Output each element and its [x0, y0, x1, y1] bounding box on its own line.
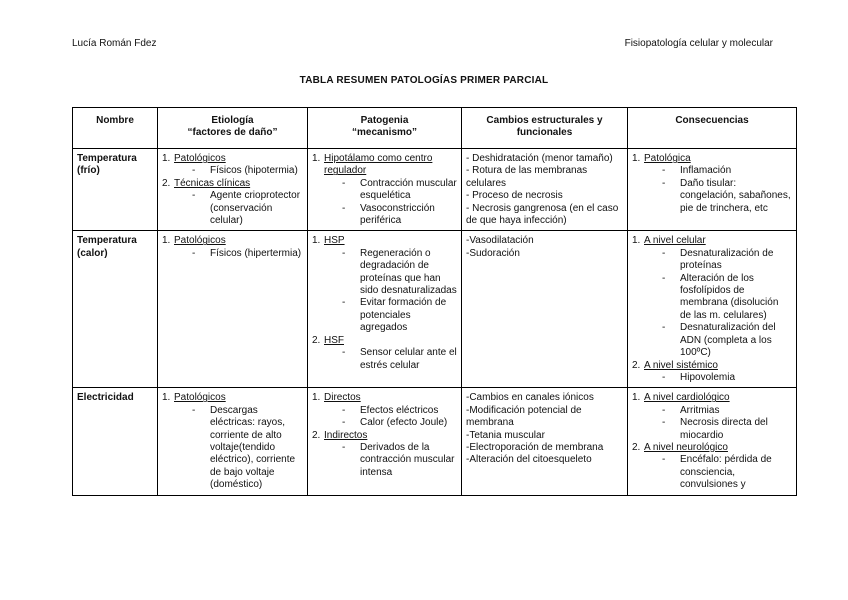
cell-patogenia — [308, 149, 462, 231]
row-name-line: Electricidad — [77, 392, 134, 404]
numbered-list — [162, 153, 303, 227]
numbered-list — [312, 153, 457, 227]
dash-list — [174, 165, 303, 177]
dash-list — [324, 248, 457, 335]
cell-patogenia — [308, 388, 462, 495]
row-name-line: (calor) — [77, 247, 108, 259]
list-item — [632, 360, 792, 385]
list-item — [162, 153, 303, 178]
dash-item: - Arritmias — [644, 405, 792, 417]
dash-item: - Contracción muscular esquelética — [324, 178, 457, 203]
changes-list — [466, 392, 623, 466]
dash-item: - Encéfalo: pérdida de consciencia, convulsiones y — [644, 454, 792, 491]
dash-list — [644, 454, 792, 491]
table-row — [73, 388, 797, 495]
cell-cambios — [462, 149, 628, 231]
changes-item: - Rotura de las membranas celulares — [466, 165, 588, 189]
dash-item: - Evitar formación de potenciales agregados — [324, 297, 457, 334]
list-number: 2. — [312, 429, 321, 441]
list-number: 1. — [632, 153, 641, 164]
list-item — [312, 430, 457, 480]
changes-list — [466, 153, 623, 227]
dash-list — [324, 442, 457, 479]
col-header-etiologia: Etiología “factores de daño” — [158, 108, 308, 149]
list-heading: Patológicos — [174, 153, 226, 164]
row-name — [73, 231, 158, 388]
list-item — [162, 178, 303, 228]
cell-consecuencias — [628, 388, 797, 495]
dash-item: - Físicos (hipertermia) — [174, 248, 303, 260]
list-heading: A nivel neurológico — [644, 441, 728, 453]
list-heading: HSP — [324, 235, 345, 247]
list-number: 1. — [312, 235, 321, 247]
list-number: 2. — [312, 334, 321, 346]
summary-table — [72, 107, 797, 496]
page-title: TABLA RESUMEN PATOLOGÍAS PRIMER PARCIAL — [299, 75, 549, 86]
changes-item: -Sudoración — [466, 247, 520, 259]
list-number: 1. — [162, 153, 171, 164]
dash-item: - Inflamación — [644, 165, 792, 177]
list-heading: Patológicos — [174, 235, 226, 247]
dash-list — [324, 178, 457, 228]
list-number: 1. — [162, 392, 171, 404]
list-number: 1. — [632, 392, 641, 404]
dash-item: - Necrosis directa del miocardio — [644, 417, 792, 442]
cell-etiologia — [158, 231, 308, 388]
list-item — [312, 335, 457, 372]
table-row — [73, 231, 797, 388]
header-subject: Fisiopatología celular y molecular — [624, 38, 773, 49]
list-item — [312, 392, 457, 429]
col-header-cambios: Cambios estructurales y funcionales — [462, 108, 628, 149]
list-heading: Directos — [324, 392, 361, 404]
dash-list — [324, 347, 457, 372]
col-header-consecuencias: Consecuencias — [628, 108, 797, 149]
changes-item: - Necrosis gangrenosa (en el caso de que haya infección) — [466, 202, 619, 227]
list-heading: Patológica — [644, 153, 691, 164]
dash-list — [174, 405, 303, 492]
header-author: Lucía Román Fdez — [72, 38, 157, 49]
list-item — [312, 235, 457, 334]
row-name — [73, 149, 158, 231]
table-header-row — [73, 108, 797, 149]
numbered-list — [162, 392, 303, 491]
numbered-list — [312, 235, 457, 371]
list-item — [162, 235, 303, 260]
cell-consecuencias — [628, 149, 797, 231]
dash-list — [174, 248, 303, 260]
list-item — [162, 392, 303, 491]
numbered-list — [632, 392, 792, 491]
list-item — [312, 153, 457, 227]
list-number: 2. — [162, 177, 171, 189]
list-heading: A nivel sistémico — [644, 359, 718, 371]
list-item — [632, 442, 792, 492]
dash-item: - Físicos (hipotermia) — [174, 165, 303, 177]
cell-etiologia — [158, 149, 308, 231]
dash-list — [174, 190, 303, 227]
table-row — [73, 149, 797, 231]
list-number: 2. — [632, 441, 641, 453]
cell-cambios — [462, 231, 628, 388]
list-number: 1. — [312, 153, 321, 164]
dash-list — [644, 165, 792, 215]
dash-item: - Alteración de los fosfolípidos de membrana (disolución de las m. celulares) — [644, 273, 792, 323]
row-name — [73, 388, 158, 495]
dash-item: - Efectos eléctricos — [324, 405, 457, 417]
numbered-list — [632, 235, 792, 384]
dash-item: - Descargas eléctricas: rayos, corriente de alto voltaje(tendido eléctrico), corriente de bajo voltaje (doméstico) — [174, 405, 303, 492]
cell-cambios — [462, 388, 628, 495]
changes-item: -Electroporación de membrana — [466, 441, 604, 453]
dash-item: - Regeneración o degradación de proteínas que han sido desnaturalizadas — [324, 248, 457, 298]
changes-item: - Deshidratación (menor tamaño) — [466, 153, 613, 164]
cell-consecuencias — [628, 231, 797, 388]
list-number: 1. — [312, 392, 321, 404]
numbered-list — [312, 392, 457, 479]
dash-item: - Calor (efecto Joule) — [324, 417, 457, 429]
list-heading: Técnicas clínicas — [174, 177, 251, 189]
row-name-line: (frío) — [77, 165, 100, 177]
list-heading: HSF — [324, 334, 344, 346]
dash-item: - Derivados de la contracción muscular intensa — [324, 442, 457, 479]
dash-item: - Daño tisular: congelación, sabañones, pie de trinchera, etc — [644, 178, 792, 215]
list-heading: A nivel cardiológico — [644, 392, 730, 404]
changes-item: -Vasodilatación — [466, 235, 534, 247]
changes-item: -Modificación potencial de membrana — [466, 404, 582, 429]
dash-item: - Desnaturalización del ADN (completa a los 100ºC) — [644, 322, 792, 359]
changes-list — [466, 235, 623, 260]
dash-list — [644, 248, 792, 360]
dash-item: - Agente crioprotector (conservación celular) — [174, 190, 303, 227]
cell-etiologia — [158, 388, 308, 495]
col-header-nombre: Nombre — [73, 108, 158, 149]
list-item — [632, 235, 792, 359]
dash-list — [644, 372, 792, 384]
dash-item: - Desnaturalización de proteínas — [644, 248, 792, 273]
dash-item: - Hipovolemia — [644, 372, 792, 384]
changes-item: -Tetania muscular — [466, 429, 545, 441]
dash-list — [644, 405, 792, 442]
dash-item: - Sensor celular ante el estrés celular — [324, 347, 457, 372]
row-name-line: Temperatura — [77, 235, 137, 247]
list-heading: Patológicos — [174, 392, 226, 404]
list-item — [632, 153, 792, 215]
changes-item: -Alteración del citoesqueleto — [466, 454, 592, 466]
list-number: 1. — [162, 235, 171, 247]
list-heading: Hipotálamo como centro regulador — [324, 153, 433, 177]
list-heading: A nivel celular — [644, 235, 706, 247]
changes-item: -Cambios en canales iónicos — [466, 392, 594, 404]
row-name-line: Temperatura — [77, 153, 137, 164]
dash-item: - Vasoconstricción periférica — [324, 203, 457, 228]
numbered-list — [162, 235, 303, 260]
list-heading: Indirectos — [324, 429, 368, 441]
changes-item: - Proceso de necrosis — [466, 190, 563, 202]
list-number: 2. — [632, 359, 641, 371]
list-number: 1. — [632, 235, 641, 247]
dash-list — [324, 405, 457, 430]
list-item — [632, 392, 792, 442]
cell-patogenia — [308, 231, 462, 388]
col-header-patogenia: Patogenia “mecanismo” — [308, 108, 462, 149]
numbered-list — [632, 153, 792, 215]
